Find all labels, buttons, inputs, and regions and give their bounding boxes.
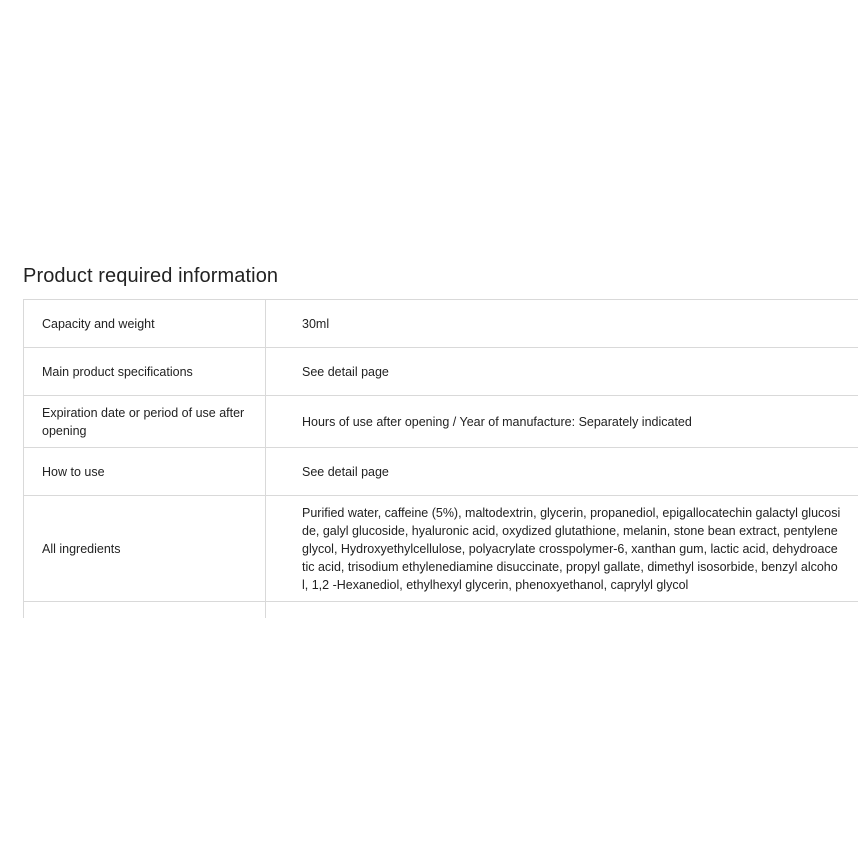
table-row-ingredients <box>24 496 858 602</box>
row-label: All ingredients <box>24 496 266 602</box>
row-value: See detail page <box>266 448 858 496</box>
table-row-capacity <box>24 300 858 348</box>
row-value: 30ml <box>266 300 858 348</box>
row-label: Expiration date or period of use after opening <box>24 396 266 448</box>
row-label: Main product specifications <box>24 348 266 396</box>
table-row-specifications <box>24 348 858 396</box>
table-row-expiration <box>24 396 858 448</box>
row-value: See detail page <box>266 348 858 396</box>
table-row-empty <box>24 602 858 619</box>
row-label: How to use <box>24 448 266 496</box>
row-value: Hours of use after opening / Year of manufacture: Separately indicated <box>266 396 858 448</box>
row-value: Purified water, caffeine (5%), maltodextrin, glycerin, propanediol, epigallocatechin galactyl glucoside, galyl glucoside, hyaluronic acid, oxydized glutathione, melanin, stone bean extract, pentylene glycol, Hydroxyethylcellulose, polyacrylate crosspolymer-6, xanthan gum, lactic acid, dehydroacetic acid, trisodium ethylenediamine disuccinate, propyl gallate, dimethyl isosorbide, benzyl alcohol, 1,2 -Hexanediol, ethylhexyl glycerin, phenoxyethanol, caprylyl glycol <box>266 496 858 602</box>
row-value-empty <box>266 602 858 619</box>
product-info-table <box>23 299 858 618</box>
product-info-section <box>23 262 858 592</box>
row-label: Capacity and weight <box>24 300 266 348</box>
table-row-how-to-use <box>24 448 858 496</box>
section-title: Product required information <box>23 265 279 287</box>
row-label-empty <box>24 602 266 619</box>
product-info-table-wrapper <box>23 299 858 618</box>
